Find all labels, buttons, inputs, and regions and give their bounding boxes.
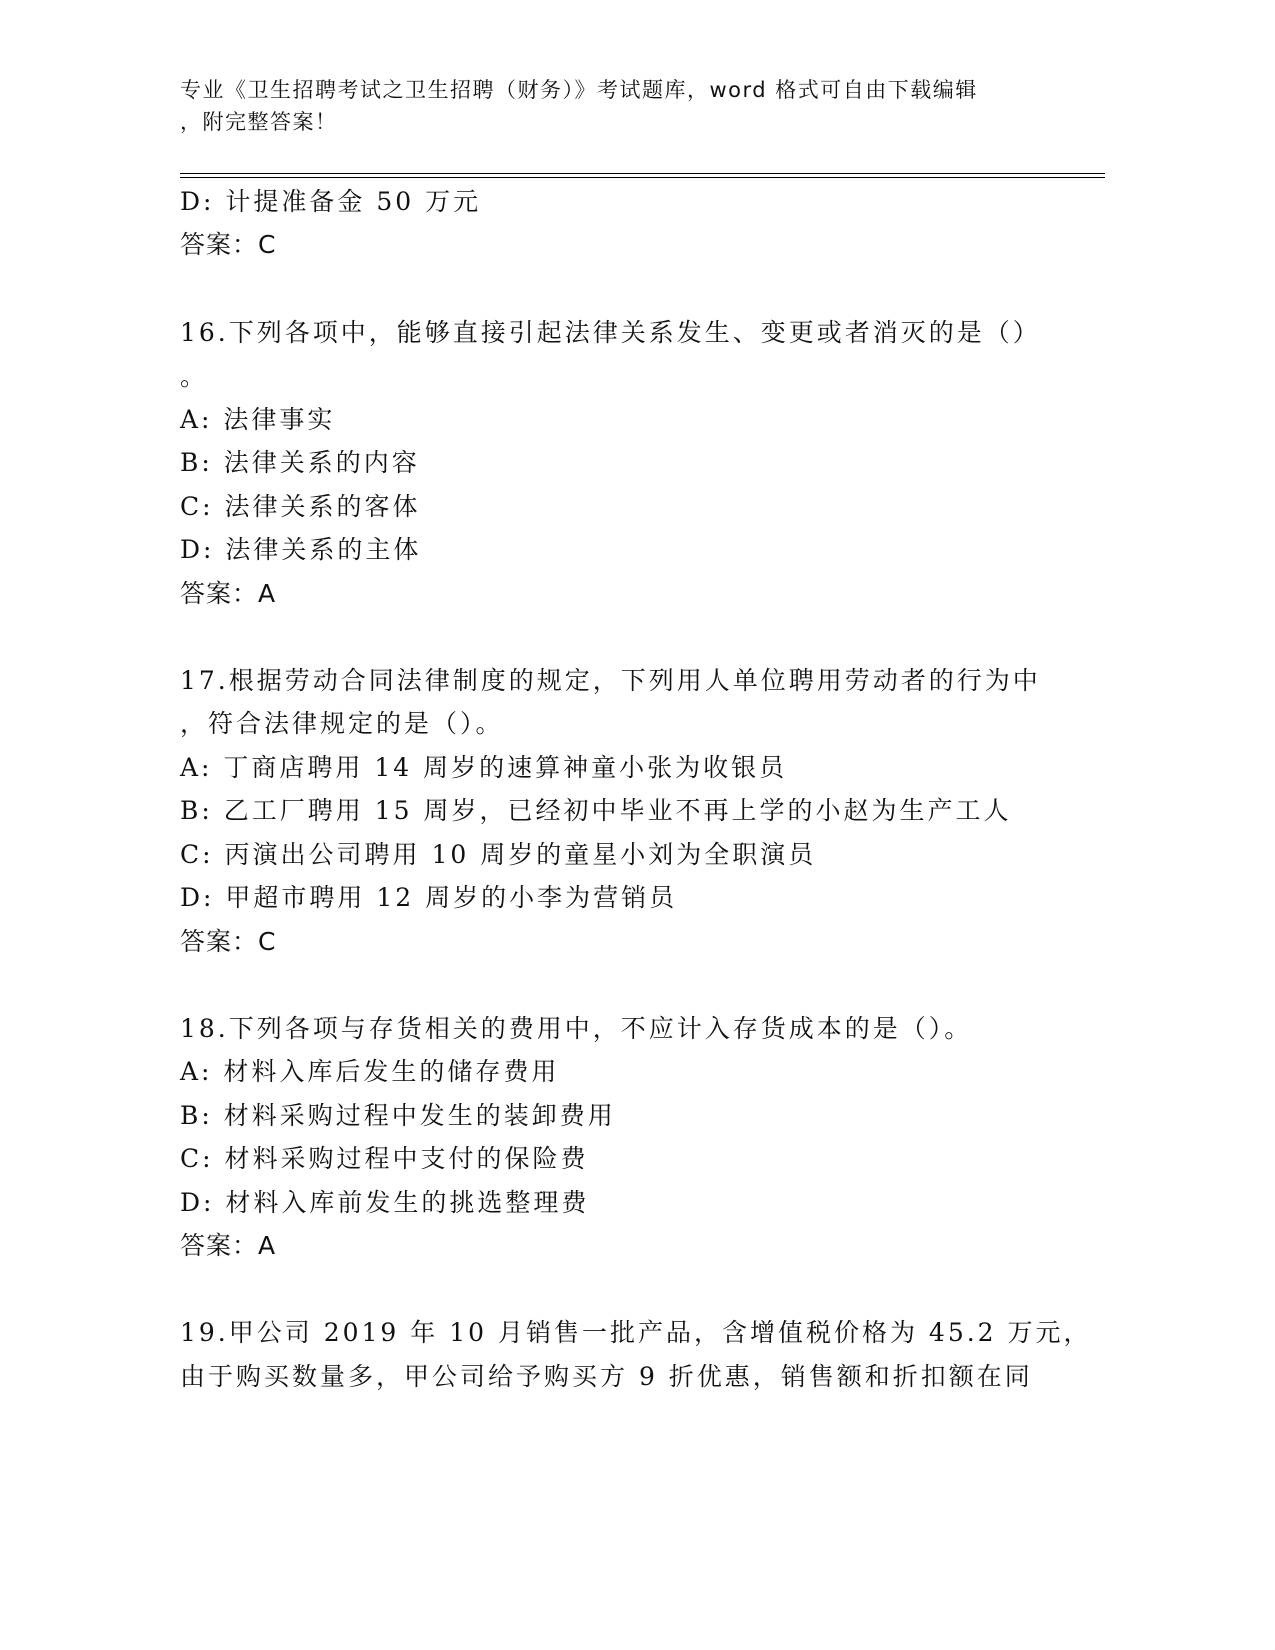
question-17-option-b: B: 乙工厂聘用 15 周岁，已经初中毕业不再上学的小赵为生产工人: [180, 796, 1012, 825]
question-16-option-c: C: 法律关系的客体: [180, 492, 421, 521]
question-16-option-a: A: 法律事实: [180, 405, 336, 434]
header-divider-top: [180, 173, 1105, 174]
question-17-option-a: A: 丁商店聘用 14 周岁的速算神童小张为收银员: [180, 753, 788, 782]
question-17-option-d: D: 甲超市聘用 12 周岁的小李为营销员: [180, 883, 678, 912]
question-16-stem-line-2: 。: [180, 362, 209, 391]
question-19-stem-line-1: 19.甲公司 2019 年 10 月销售一批产品，含增值税价格为 45.2 万元，: [180, 1318, 1092, 1347]
question-16-option-d: D: 法律关系的主体: [180, 535, 422, 564]
question-18-option-a: A: 材料入库后发生的储存费用: [180, 1057, 560, 1086]
question-17-answer: 答案：C: [180, 927, 277, 956]
question-16-stem-line-1: 16.下列各项中，能够直接引起法律关系发生、变更或者消灭的是（）: [180, 318, 1041, 347]
question-17-stem-line-2: ，符合法律规定的是（）。: [180, 709, 504, 738]
answer-line: 答案：C: [180, 230, 277, 259]
header-divider-bottom: [180, 177, 1105, 178]
question-18-option-d: D: 材料入库前发生的挑选整理费: [180, 1188, 590, 1217]
question-18-option-b: B: 材料采购过程中发生的装卸费用: [180, 1101, 616, 1130]
question-18-option-c: C: 材料采购过程中支付的保险费: [180, 1144, 589, 1173]
question-16-option-b: B: 法律关系的内容: [180, 448, 420, 477]
question-19-stem-line-2: 由于购买数量多，甲公司给予购买方 9 折优惠，销售额和折扣额在同: [180, 1362, 1033, 1391]
header-line-2: ，附完整答案！: [180, 110, 338, 134]
question-17-option-c: C: 丙演出公司聘用 10 周岁的童星小刘为全职演员: [180, 840, 817, 869]
header-line-1: 专业《卫生招聘考试之卫生招聘（财务）》考试题库，word 格式可自由下载编辑: [180, 78, 978, 102]
question-18-answer: 答案：A: [180, 1231, 277, 1260]
question-16-answer: 答案：A: [180, 579, 277, 608]
document-header: [180, 74, 1080, 138]
option-d: D: 计提准备金 50 万元: [180, 187, 482, 216]
question-17-stem-line-1: 17.根据劳动合同法律制度的规定，下列用人单位聘用劳动者的行为中: [180, 666, 1041, 695]
question-18-stem-line-1: 18.下列各项与存货相关的费用中，不应计入存货成本的是（）。: [180, 1014, 973, 1043]
